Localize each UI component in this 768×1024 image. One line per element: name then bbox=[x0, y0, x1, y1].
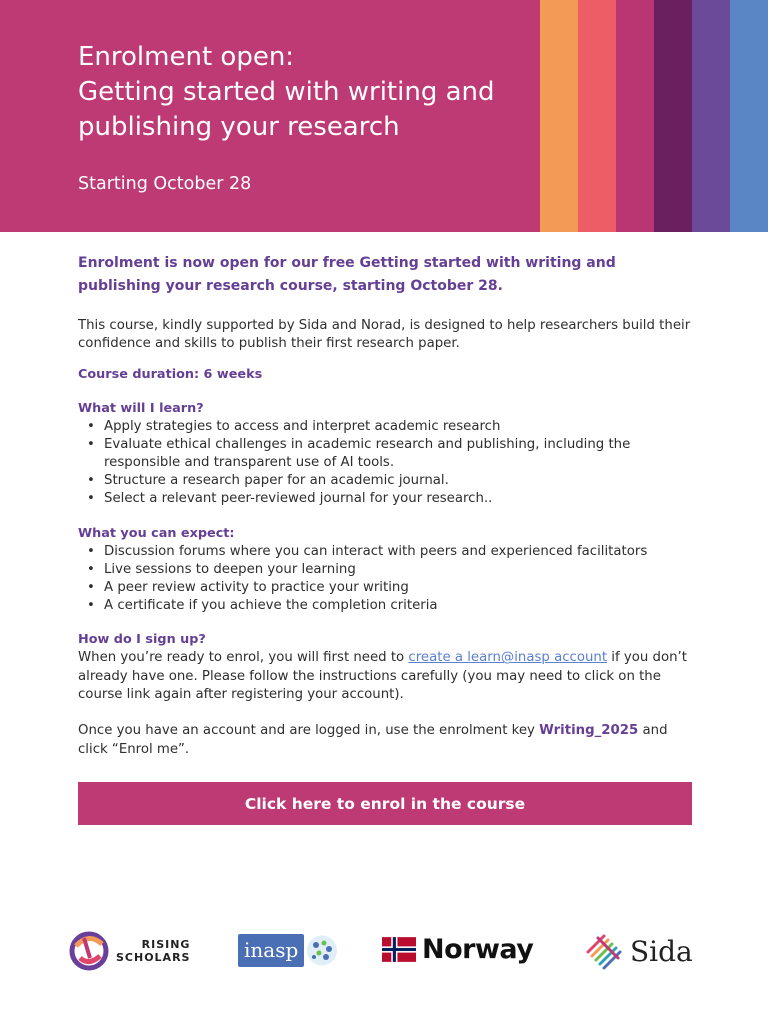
title-line-3: publishing your research bbox=[78, 112, 400, 142]
signup-heading: How do I sign up? bbox=[78, 632, 206, 648]
rising-text: RISING bbox=[141, 938, 191, 951]
main-content bbox=[78, 252, 698, 759]
list-item: • Apply strategies to access and interpret academic research bbox=[87, 418, 698, 436]
list-item: • Structure a research paper for an academic journal. bbox=[87, 472, 698, 490]
rising-scholars-logo bbox=[68, 930, 190, 972]
list-item: • Discussion forums where you can interact with peers and experienced facilitators bbox=[87, 543, 698, 561]
norway-flag-icon bbox=[382, 937, 416, 962]
title-line-1: Enrolment open: bbox=[78, 42, 295, 72]
list-item: • Live sessions to deepen your learning bbox=[87, 561, 698, 579]
norway-logo bbox=[382, 934, 533, 965]
signup-text-pre: When you’re ready to enrol, you will first need to bbox=[78, 650, 409, 666]
stripe bbox=[540, 0, 578, 232]
stripe bbox=[654, 0, 692, 232]
intro-paragraph: This course, kindly supported by Sida and Norad, is designed to help researchers build their confidence and skills to publish their first research paper. bbox=[78, 318, 691, 352]
enrol-button[interactable]: Click here to enrol in the course bbox=[78, 782, 692, 825]
enrolment-key: Writing_2025 bbox=[539, 723, 639, 739]
scholars-text: SCHOLARS bbox=[116, 951, 191, 964]
inasp-logo bbox=[238, 934, 340, 967]
stripe bbox=[616, 0, 654, 232]
title-line-2: Getting started with writing and bbox=[78, 77, 495, 107]
lead-paragraph: Enrolment is now open for our free Getting started with writing and publishing your research course, starting October 28. bbox=[78, 255, 616, 294]
list-item: • A peer review activity to practice your writing bbox=[87, 579, 698, 597]
sida-text: Sida bbox=[630, 934, 693, 968]
stripe bbox=[578, 0, 616, 232]
list-item: • A certificate if you achieve the completion criteria bbox=[87, 597, 698, 615]
header-banner bbox=[0, 0, 768, 232]
sida-logo bbox=[584, 930, 693, 972]
stripe bbox=[692, 0, 730, 232]
expect-list bbox=[87, 543, 698, 616]
create-account-link[interactable]: create a learn@inasp account bbox=[408, 650, 608, 666]
enrolment-key-paragraph bbox=[78, 722, 698, 759]
sida-icon bbox=[584, 930, 626, 972]
inasp-text: inasp bbox=[238, 934, 304, 967]
rising-scholars-icon bbox=[68, 930, 110, 972]
learn-heading: What will I learn? bbox=[78, 400, 204, 416]
page-title bbox=[78, 40, 548, 145]
signup-text-post: if you don’t already have one. Please follow the instructions carefully (you may need to click on the course link again after registering your account). bbox=[78, 650, 687, 703]
key-text-post: and click “Enrol me”. bbox=[78, 723, 668, 757]
course-duration: Course duration: 6 weeks bbox=[78, 366, 263, 382]
globe-icon bbox=[304, 934, 340, 967]
key-text-pre: Once you have an account and are logged in, use the enrolment key bbox=[78, 723, 540, 739]
signup-paragraph bbox=[78, 649, 698, 704]
list-item: • Select a relevant peer-reviewed journal for your research.. bbox=[87, 490, 698, 508]
expect-heading: What you can expect: bbox=[78, 525, 235, 541]
norway-text: Norway bbox=[422, 934, 534, 965]
list-item: • Evaluate ethical challenges in academic research and publishing, including the responsible and transparent use of AI tools. bbox=[87, 436, 698, 472]
start-date: Starting October 28 bbox=[78, 174, 252, 194]
partner-logos bbox=[0, 920, 768, 990]
learn-list bbox=[87, 418, 698, 509]
color-stripes bbox=[540, 0, 768, 232]
stripe bbox=[730, 0, 768, 232]
